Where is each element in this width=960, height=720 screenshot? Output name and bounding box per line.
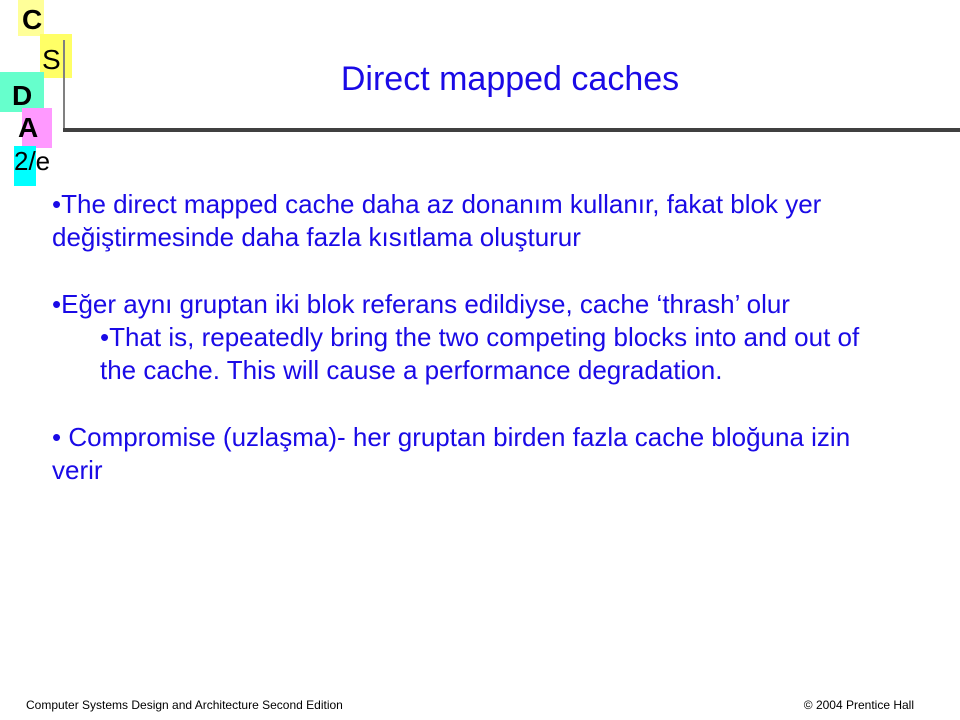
bullet-2: •Eğer aynı gruptan iki blok referans edildiyse, cache ‘thrash’ olur [52, 289, 790, 319]
logo-letter-2e: 2/e [14, 146, 51, 176]
logo-letter-s: S [42, 44, 61, 75]
logo-letter-c: C [22, 4, 43, 35]
slide-body [52, 188, 892, 521]
title-rule [63, 128, 960, 132]
footer-left: Computer Systems Design and Architecture Second Edition [26, 698, 343, 712]
bullet-3: • Compromise (uzlaşma)- her gruptan birden fazla cache bloğuna izin verir [52, 422, 851, 485]
logo-letter-a: A [18, 112, 39, 143]
bullet-1: •The direct mapped cache daha az donanım kullanır, fakat blok yer değiştirmesinde daha fazla kısıtlama oluşturur [52, 189, 822, 252]
footer-right: © 2004 Prentice Hall [803, 698, 914, 712]
slide-title: Direct mapped caches [340, 60, 680, 98]
sub-bullet: •That is, repeatedly bring the two competing blocks into and out of the cache. This will cause a performance degradation. [100, 322, 860, 385]
logo-letter-d: D [12, 80, 33, 111]
